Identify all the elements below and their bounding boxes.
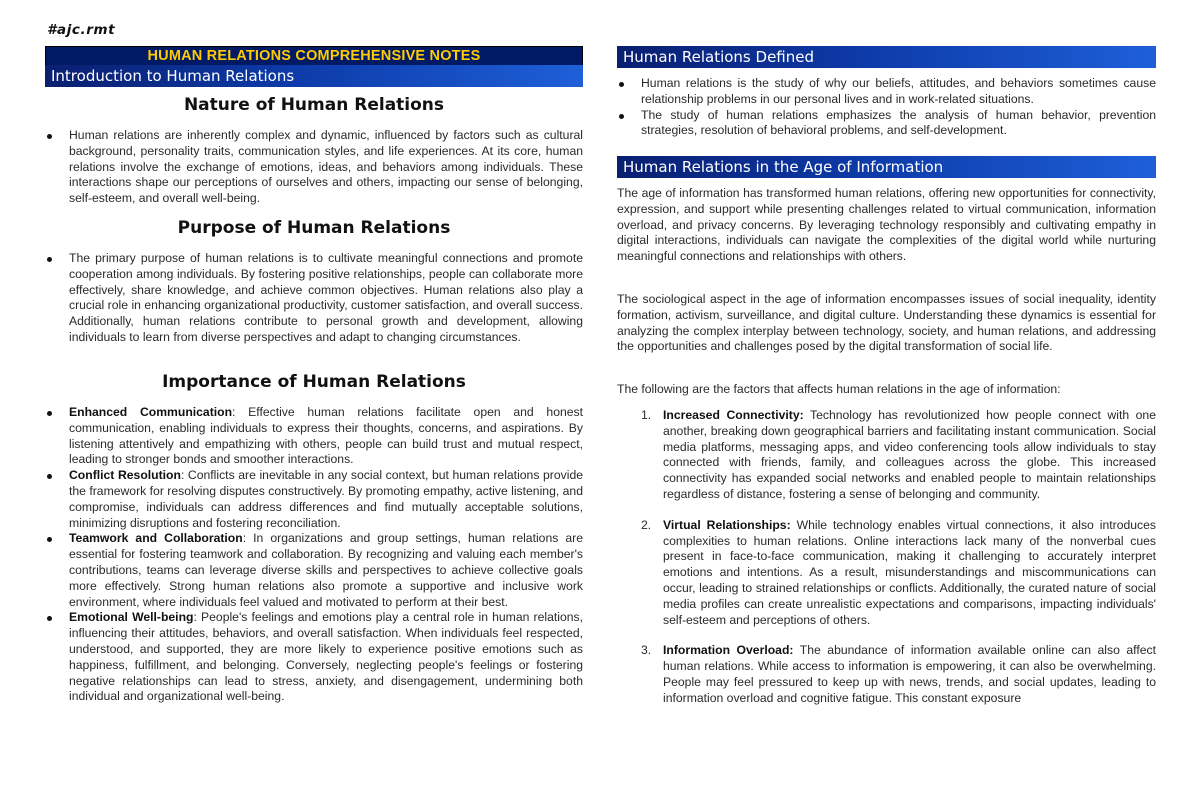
factor-item: 1. Increased Connectivity: Technology has revolutionized how people connect with one another, breaking down geographical barriers and facilitating instant communication. Social media platforms, messaging apps, and video conferencing tools allow individuals to stay connected with friends, family, and colleagues across the globe. This increased connectivity has expanded social networks and enabled people to maintain relationships regardless of distance, fostering a sense of belonging and community. <box>641 408 1156 501</box>
age-section-bar: Human Relations in the Age of Information <box>617 156 1156 178</box>
nature-item: Human relations are inherently complex and dynamic, influenced by factors such as cultural background, personality traits, communication styles, and life experiences. At its core, human relations involve the exchange of emotions, ideas, and behaviors among individuals. These interactions shape our perceptions of ourselves and others, impacting our sense of belonging, self-esteem, and overall well-being. <box>45 128 583 207</box>
defined-item: Human relations is the study of why our beliefs, attitudes, and behaviors sometimes cause relationship problems in our personal lives and in work-related situations. <box>617 76 1156 108</box>
factors-list <box>617 408 1156 722</box>
defined-list <box>617 76 1156 139</box>
purpose-list <box>45 251 583 346</box>
age-paragraph-2: The sociological aspect in the age of information encompasses issues of social inequality, identity formation, activism, surveillance, and digital culture. Understanding these dynamics is essential for analyzing the complex interplay between technology, society, and human relations, and addressing the opportunities and challenges posed by the digital transformation of social life. <box>617 292 1156 354</box>
intro-section-bar: Introduction to Human Relations <box>45 65 583 87</box>
importance-item-conflict: Conflict Resolution: Conflicts are inevitable in any social context, but human relations provide the framework for resolving disputes constructively. By promoting empathy, active listening, and compromise, individuals can address differences and find mutually acceptable solutions, minimizing disruptions and fostering reconciliation. <box>45 468 583 531</box>
nature-heading: Nature of Human Relations <box>183 95 445 115</box>
importance-list <box>45 405 583 705</box>
header-tag: #ajc.rmt <box>47 22 116 38</box>
defined-item: The study of human relations emphasizes the analysis of human behavior, prevention strategies, resolution of behavioral problems, and self-development. <box>617 108 1156 140</box>
purpose-item: The primary purpose of human relations is to cultivate meaningful connections and promote cooperation among individuals. By fostering positive relationships, people can collaborate more effectively, share knowledge, and achieve common objectives. Human relations also play a crucial role in enhancing organizational productivity, customer satisfaction, and overall success. Additionally, human relations contribute to personal growth and development, allowing individuals to learn from diverse perspectives and adapt to changing circumstances. <box>45 251 583 346</box>
defined-section-bar: Human Relations Defined <box>617 46 1156 68</box>
importance-item-teamwork: Teamwork and Collaboration: In organizations and group settings, human relations are essential for fostering teamwork and collaboration. By recognizing and valuing each member's contributions, teams can leverage diverse skills and perspectives to achieve collective goals more effectively. Strong human relations also promote a supportive and inclusive work environment, where individuals feel valued and motivated to perform at their best. <box>45 531 583 610</box>
factor-item: 3. Information Overload: The abundance of information available online can also affect human relations. While access to information is empowering, it can also be overwhelming. People may feel pressured to keep up with news, trends, and social updates, leading to information overload and cognitive fatigue. This constant exposure <box>641 643 1156 705</box>
nature-list <box>45 128 583 207</box>
age-paragraph-1: The age of information has transformed human relations, offering new opportunities for connectivity, expression, and support while presenting challenges related to virtual communication, information overload, and privacy concerns. By leveraging technology responsibly and cultivating empathy in digital interactions, individuals can navigate the complexities of the digital world while nurturing meaningful connections and relationships with others. <box>617 186 1156 264</box>
importance-heading: Importance of Human Relations <box>162 372 466 392</box>
factor-item: 2. Virtual Relationships: While technology enables virtual connections, it also introduces complexities to human relations. Online interactions lack many of the nonverbal cues present in face-to-face communication, making it challenging to accurately interpret emotions and intentions. As a result, misunderstandings and miscommunications can occur, leading to strained relationships or conflicts. Additionally, the curated nature of social media profiles can create unrealistic expectations and comparisons, impacting individuals' self-esteem and perceptions of others. <box>641 517 1157 627</box>
age-paragraph-3: The following are the factors that affects human relations in the age of information: <box>617 382 1061 396</box>
importance-item-wellbeing: Emotional Well-being: People's feelings and emotions play a central role in human relations, influencing their attitudes, behaviors, and overall satisfaction. When individuals feel respected, understood, and supported, they are more likely to experience positive emotions such as happiness, fulfillment, and belonging. Conversely, neglecting people's feelings or fostering negative relationships can lead to stress, anxiety, and disengagement, undermining both individual and organizational well-being. <box>45 610 583 705</box>
importance-item-communication: Enhanced Communication: Effective human relations facilitate open and honest communication, enabling individuals to express their thoughts, concerns, and aspirations. By listening attentively and empathizing with others, people can build trust and mutual respect, leading to stronger bonds and smoother interactions. <box>45 405 583 468</box>
main-title: HUMAN RELATIONS COMPREHENSIVE NOTES <box>45 46 583 66</box>
purpose-heading: Purpose of Human Relations <box>177 218 451 238</box>
